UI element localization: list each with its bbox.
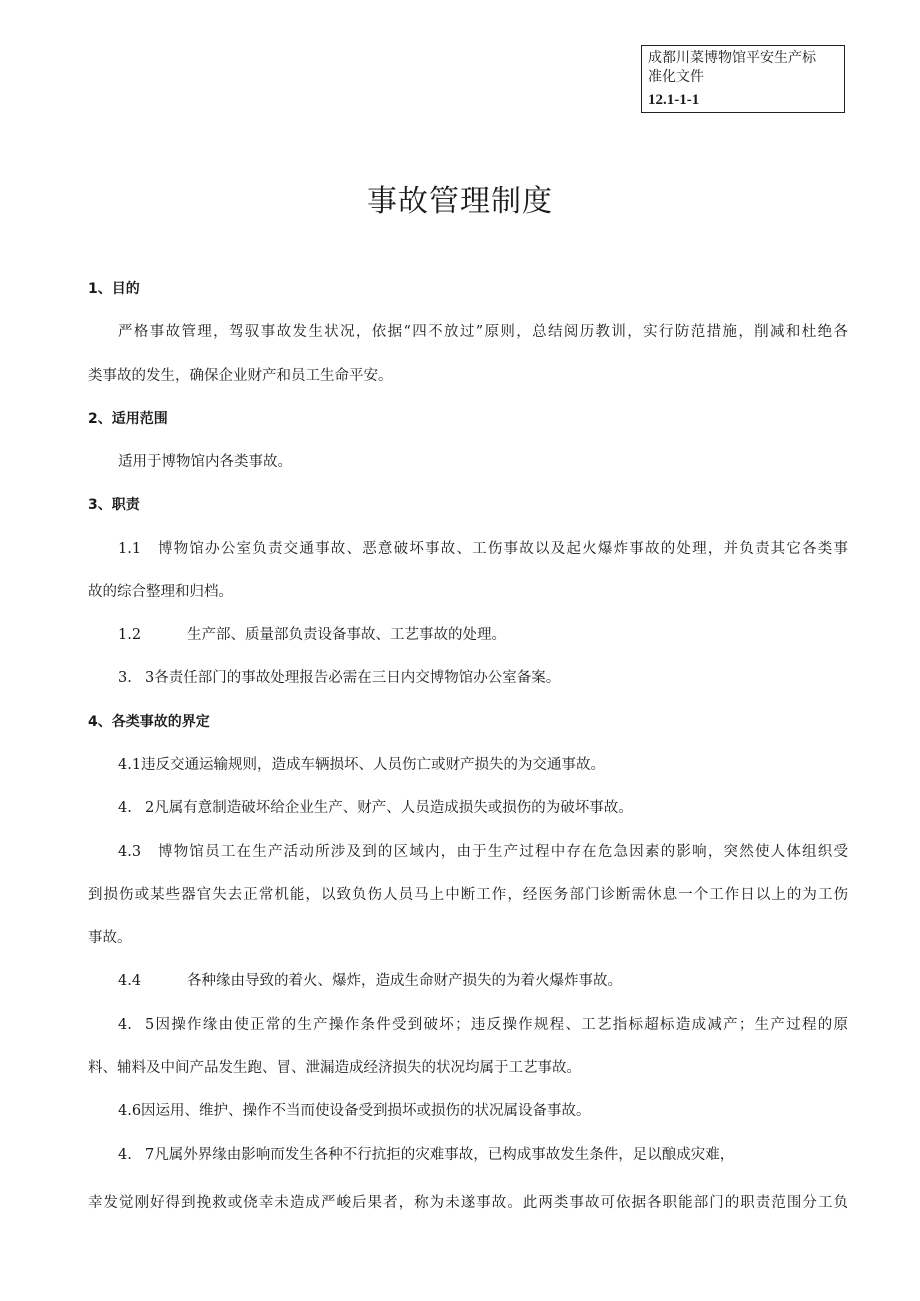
section-4-item-7-line-2: 幸发觉刚好得到挽救或侥幸未造成严峻后果者，称为未遂事故。此两类事故可依据各职能部门的职责范围分工负 bbox=[88, 1195, 848, 1211]
section-3-item-1-line-1 bbox=[118, 539, 848, 559]
section-4-item-4 bbox=[118, 971, 848, 991]
header-org-line1: 成都川菜博物馆平安生产标 bbox=[648, 50, 816, 66]
section-1-heading: 1、目的 bbox=[88, 281, 140, 297]
section-4-item-3-line-3: 事故。 bbox=[88, 930, 132, 946]
section-3-heading: 3、职责 bbox=[88, 497, 140, 513]
item-number: 1.1 bbox=[118, 541, 142, 557]
item-number: 4. bbox=[118, 1147, 132, 1163]
item-text: 5因操作缘由使正常的生产操作条件受到破坏；违反操作规程、工艺指标超标造成减产；生产过程的原 bbox=[145, 1017, 848, 1033]
item-text: 博物馆办公室负责交通事故、恶意破坏事故、工伤事故以及起火爆炸事故的处理，并负责其它各类事 bbox=[158, 541, 848, 557]
section-4-item-5-line-1 bbox=[118, 1015, 848, 1035]
section-3-item-2 bbox=[118, 625, 848, 645]
section-4-item-6: 4.6因运用、维护、操作不当而使设备受到损坏或损伤的状况属设备事故。 bbox=[118, 1103, 591, 1119]
section-4-item-1: 4.1违反交通运输规则，造成车辆损坏、人员伤亡或财产损失的为交通事故。 bbox=[118, 757, 606, 773]
header-org-line2: 准化文件 bbox=[648, 69, 704, 85]
item-number: 4. bbox=[118, 800, 132, 816]
item-text: 7凡属外界缘由影响而发生各种不行抗拒的灾难事故，已构成事故发生条件，足以酿成灾难， bbox=[145, 1147, 735, 1163]
item-text: 生产部、质量部负责设备事故、工艺事故的处理。 bbox=[187, 627, 506, 643]
header-document-code: 12.1-1-1 bbox=[648, 92, 700, 108]
item-number: 4. bbox=[118, 1017, 132, 1033]
section-2-heading: 2、适用范围 bbox=[88, 411, 168, 427]
section-4-item-5-line-2: 料、辅料及中间产品发生跑、冒、泄漏造成经济损失的状况均属于工艺事故。 bbox=[88, 1060, 581, 1076]
item-number: 1.2 bbox=[118, 627, 142, 643]
section-4-item-3-line-2: 到损伤或某些器官失去正常机能，以致负伤人员马上中断工作，经医务部门诊断需休息一个工作日以上的为工伤 bbox=[88, 887, 848, 903]
section-1-paragraph-line-1: 严格事故管理，驾驭事故发生状况，依据“四不放过”原则，总结阅历教训，实行防范措施，削减和杜绝各 bbox=[118, 324, 848, 340]
item-text: 3各责任部门的事故处理报告必需在三日内交博物馆办公室备案。 bbox=[145, 670, 561, 686]
item-number: 4.3 bbox=[118, 844, 142, 860]
item-text: 博物馆员工在生产活动所涉及到的区域内，由于生产过程中存在危急因素的影响，突然使人体组织受 bbox=[158, 844, 848, 860]
section-3-item-1-line-2: 故的综合整理和归档。 bbox=[88, 584, 233, 600]
item-text: 2凡属有意制造破坏给企业生产、财产、人员造成损失或损伤的为破坏事故。 bbox=[145, 800, 633, 816]
section-3-item-3 bbox=[118, 668, 848, 688]
section-4-item-7-line-1 bbox=[118, 1145, 848, 1165]
document-header-box bbox=[641, 45, 845, 113]
section-1-paragraph-line-2: 类事故的发生，确保企业财产和员工生命平安。 bbox=[88, 368, 393, 384]
item-text: 各种缘由导致的着火、爆炸，造成生命财产损失的为着火爆炸事故。 bbox=[187, 973, 622, 989]
section-2-paragraph: 适用于博物馆内各类事故。 bbox=[118, 454, 292, 470]
item-number: 4.4 bbox=[118, 973, 142, 989]
section-4-item-2 bbox=[118, 798, 848, 818]
page-title: 事故管理制度 bbox=[367, 184, 553, 219]
section-4-item-3-line-1 bbox=[118, 842, 848, 862]
section-4-heading: 4、各类事故的界定 bbox=[88, 714, 210, 730]
item-number: 3. bbox=[118, 670, 132, 686]
